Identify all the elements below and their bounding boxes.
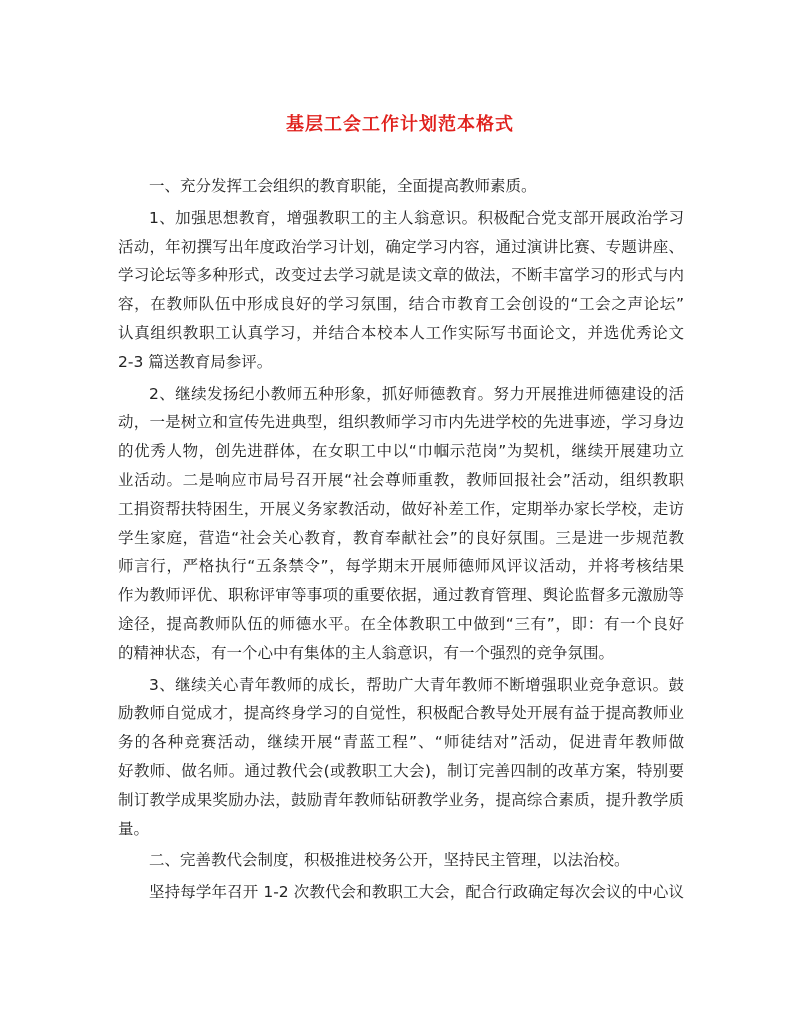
paragraph-line: 一、充分发挥工会组织的教育职能，全面提高教师素质。 <box>149 177 537 195</box>
paragraph <box>118 846 684 875</box>
paragraph-line: 坚持每学年召开 1-2 次教代会和教职工大会，配合行政确定每次会议的中心议 <box>149 883 684 902</box>
paragraph-line: 业活动。二是响应市局号召开展“社会尊师重教，教师回报社会”活动，组织教职 <box>118 470 684 489</box>
paragraph-line: 动，一是树立和宣传先进典型，组织教师学习市内先进学校的先进事迹，学习身边 <box>118 413 684 432</box>
paragraph-line: 的精神状态，有一个心中有集体的主人翁意识，有一个强烈的竞争氛围。 <box>118 643 615 662</box>
paragraph <box>118 878 684 907</box>
paragraph-line: 学习论坛等多种形式，改变过去学习就是读文章的做法，不断丰富学习的形式与内 <box>118 266 684 285</box>
paragraph-line: 2、继续发扬纪小教师五种形象，抓好师德教育。努力开展推进师德建设的活 <box>149 384 684 403</box>
paragraph-line: 2-3 篇送教育局参评。 <box>118 352 273 371</box>
paragraph-line: 师言行，严格执行“五条禁令”，每学期末开展师德师风评议活动，并将考核结果 <box>118 557 684 576</box>
paragraph-line: 容，在教师队伍中形成良好的学习氛围，结合市教育工会创设的“工会之声论坛” <box>118 295 684 314</box>
paragraph-line: 务的各种竞赛活动，继续开展“青蓝工程”、“师徒结对”活动，促进青年教师做 <box>118 733 684 752</box>
paragraph-line: 3、继续关心青年教师的成长，帮助广大青年教师不断增强职业竞争意识。鼓 <box>149 675 684 694</box>
paragraph <box>118 204 684 377</box>
paragraph-line: 1、加强思想教育，增强教职工的主人翁意识。积极配合党支部开展政治学习 <box>149 208 684 227</box>
paragraph-line: 励教师自觉成才，提高终身学习的自觉性，积极配合教导处开展有益于提高教师业 <box>118 704 684 723</box>
paragraph-line: 制订教学成果奖励办法，鼓励青年教师钻研教学业务，提高综合素质，提升教学质 <box>118 790 684 809</box>
document-body <box>118 172 684 910</box>
document-title: 基层工会工作计划范本格式 <box>286 114 514 135</box>
paragraph <box>118 172 684 201</box>
paragraph-line: 的优秀人物，创先进群体，在女职工中以“巾帼示范岗”为契机，继续开展建功立 <box>118 442 684 461</box>
paragraph <box>118 671 684 844</box>
paragraph-line: 学生家庭，营造“社会关心教育，教育奉献社会”的良好氛围。三是进一步规范教 <box>118 528 684 547</box>
paragraph <box>118 380 684 668</box>
paragraph-line: 工捐资帮扶特困生，开展义务家教活动，做好补差工作，定期举办家长学校，走访 <box>118 499 684 518</box>
paragraph-line: 好教师、做名师。通过教代会(或教职工大会)，制订完善四制的改革方案，特别要 <box>118 761 684 780</box>
paragraph-line: 认真组织教职工认真学习，并结合本校本人工作实际写书面论文，并选优秀论文 <box>118 323 684 342</box>
paragraph-line: 二、完善教代会制度，积极推进校务公开，坚持民主管理，以法治校。 <box>149 851 630 870</box>
paragraph-line: 途径，提高教师队伍的师德水平。在全体教职工中做到“三有”，即：有一个良好 <box>118 614 684 633</box>
paragraph-line: 活动，年初撰写出年度政治学习计划，确定学习内容，通过演讲比赛、专题讲座、 <box>118 237 684 256</box>
paragraph-line: 量。 <box>118 819 150 838</box>
paragraph-line: 作为教师评优、职称评审等事项的重要依据，通过教育管理、舆论监督多元激励等 <box>118 586 684 605</box>
